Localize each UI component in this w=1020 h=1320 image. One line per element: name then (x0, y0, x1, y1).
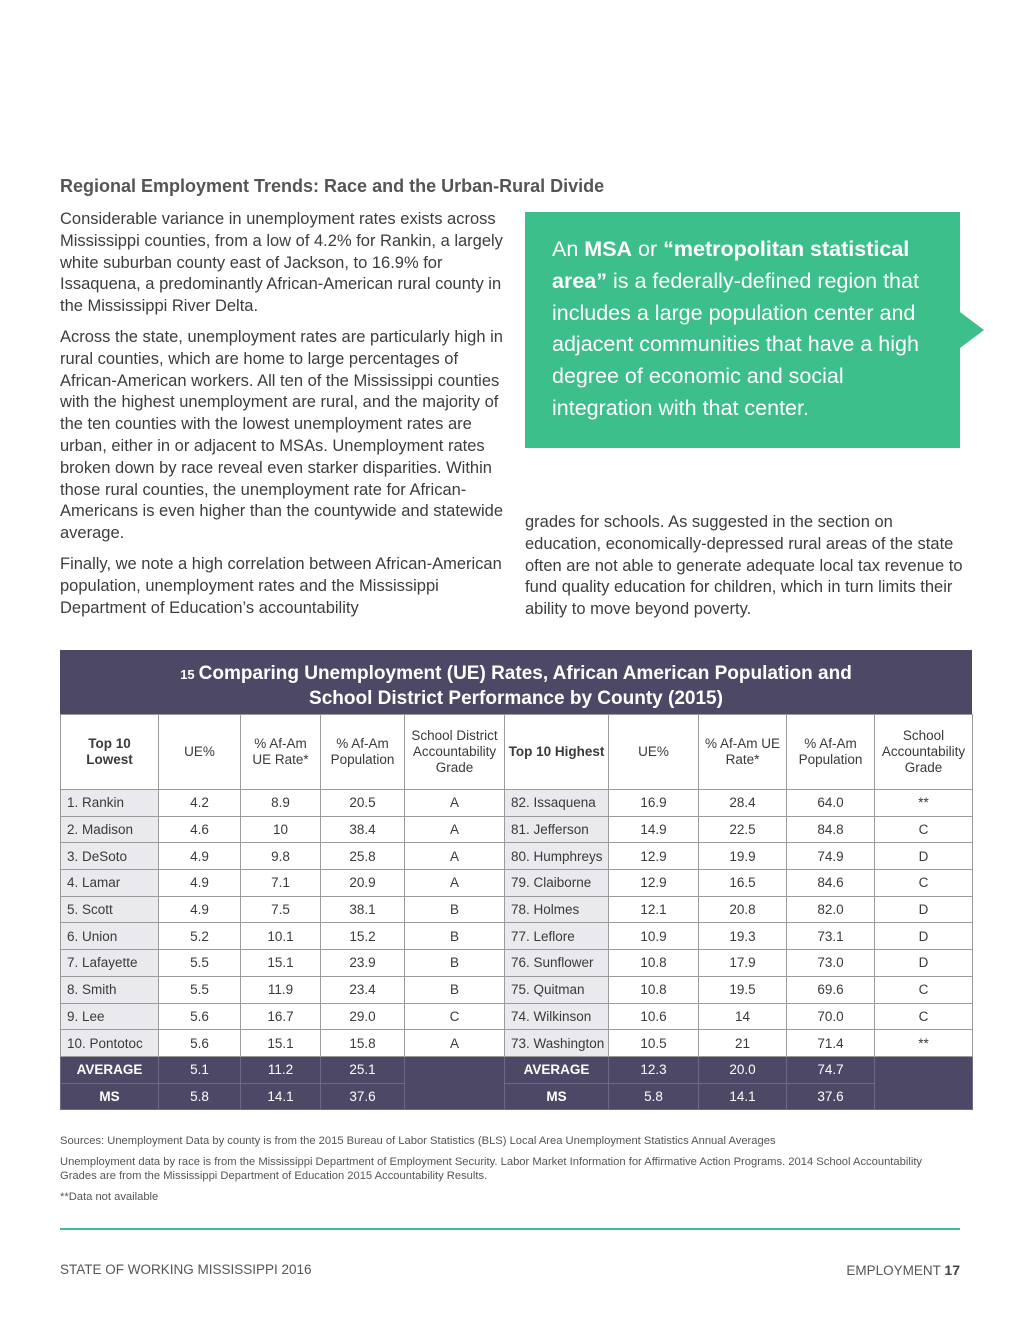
right-column (525, 512, 965, 621)
table-row (61, 950, 973, 977)
school-grade: ** (875, 790, 973, 817)
blank-cell (405, 1056, 505, 1110)
table-row (61, 923, 973, 950)
data-table (60, 714, 973, 1110)
ue-value: 12.9 (609, 870, 699, 897)
col-header-afam-ue: % Af-Am UE Rate* (241, 715, 321, 790)
msa-callout-box (525, 212, 960, 448)
county-name-high: 75. Quitman (505, 976, 609, 1003)
ue-value: 12.3 (609, 1056, 699, 1083)
col-header-lowest: Top 10 Lowest (61, 715, 159, 790)
school-grade: C (875, 1003, 973, 1030)
afam-ue-value: 22.5 (699, 816, 787, 843)
afam-pop-value: 23.4 (321, 976, 405, 1003)
ue-value: 10.6 (609, 1003, 699, 1030)
afam-pop-value: 15.8 (321, 1030, 405, 1057)
afam-pop-value: 70.0 (787, 1003, 875, 1030)
summary-row (61, 1083, 973, 1110)
county-name-low: 4. Lamar (61, 870, 159, 897)
note: Unemployment data by race is from the Mississippi Department of Employment Security. Labor Market Information for Affirmative Action Programs. 2014 School Accountability Grades are from the Mississippi Department of Education 2015 Accountability Results. (60, 1155, 923, 1182)
summary-label: AVERAGE (505, 1056, 609, 1083)
ue-value: 16.9 (609, 790, 699, 817)
school-grade: D (875, 923, 973, 950)
school-grade: C (875, 870, 973, 897)
note: **Data not available (60, 1190, 159, 1203)
county-name-high: 82. Issaquena (505, 790, 609, 817)
table-row (61, 896, 973, 923)
ue-value: 5.8 (609, 1083, 699, 1110)
ue-value: 10.8 (609, 950, 699, 977)
blank-cell (875, 1056, 973, 1110)
col-header-district-grade: School District Accountability Grade (405, 715, 505, 790)
afam-ue-value: 19.3 (699, 923, 787, 950)
county-name-low: 8. Smith (61, 976, 159, 1003)
afam-pop-value: 20.5 (321, 790, 405, 817)
ue-value: 5.8 (159, 1083, 241, 1110)
district-grade: A (405, 816, 505, 843)
afam-ue-value: 11.2 (241, 1056, 321, 1083)
ue-value: 4.6 (159, 816, 241, 843)
afam-pop-value: 23.9 (321, 950, 405, 977)
ue-value: 10.5 (609, 1030, 699, 1057)
afam-ue-value: 21 (699, 1030, 787, 1057)
source-notes (60, 1134, 940, 1210)
table-title-line2: School District Performance by County (2015) (309, 688, 723, 709)
ue-value: 10.8 (609, 976, 699, 1003)
county-name-high: 73. Washington (505, 1030, 609, 1057)
table-row (61, 1030, 973, 1057)
afam-pop-value: 73.0 (787, 950, 875, 977)
afam-pop-value: 25.8 (321, 843, 405, 870)
afam-ue-value: 16.5 (699, 870, 787, 897)
afam-pop-value: 69.6 (787, 976, 875, 1003)
district-grade: A (405, 790, 505, 817)
ue-value: 4.9 (159, 843, 241, 870)
table-row (61, 1003, 973, 1030)
col-header-afam-pop: % Af-Am Population (321, 715, 405, 790)
col-header-school-grade: School Accountability Grade (875, 715, 973, 790)
afam-ue-value: 19.9 (699, 843, 787, 870)
county-name-high: 77. Leflore (505, 923, 609, 950)
callout-text: An MSA or “metropolitan statistical area” is a federally-defined region that includes a large population center and adjacent communities that have a high degree of economic and social integration with that center. (552, 237, 919, 420)
district-grade: A (405, 1030, 505, 1057)
table-row (61, 870, 973, 897)
afam-pop-value: 20.9 (321, 870, 405, 897)
school-grade: C (875, 816, 973, 843)
county-name-high: 81. Jefferson (505, 816, 609, 843)
school-grade: ** (875, 1030, 973, 1057)
afam-pop-value: 38.4 (321, 816, 405, 843)
afam-ue-value: 7.1 (241, 870, 321, 897)
county-name-low: 10. Pontotoc (61, 1030, 159, 1057)
school-grade: D (875, 950, 973, 977)
afam-ue-value: 8.9 (241, 790, 321, 817)
paragraph: Finally, we note a high correlation between African-American population, unemployment rates and the Mississippi Department of Education’s accountability (60, 554, 502, 617)
afam-ue-value: 14.1 (241, 1083, 321, 1110)
district-grade: B (405, 896, 505, 923)
district-grade: C (405, 1003, 505, 1030)
table-row (61, 976, 973, 1003)
left-column (60, 209, 506, 619)
ue-value: 12.9 (609, 843, 699, 870)
ue-value: 12.1 (609, 896, 699, 923)
col-header-ue: UE% (609, 715, 699, 790)
afam-pop-value: 84.8 (787, 816, 875, 843)
callout-pointer-icon (960, 312, 984, 348)
afam-pop-value: 82.0 (787, 896, 875, 923)
table-header-row (61, 715, 973, 790)
paragraph: Considerable variance in unemployment rates exists across Mississippi counties, from a low of 4.2% for Rankin, a largely white suburban county east of Jackson, to 16.9% for Issaquena, a predominantly African-American rural county in the Mississippi River Delta. (60, 210, 503, 316)
ue-value: 4.2 (159, 790, 241, 817)
table-number: 15 (180, 667, 195, 682)
afam-ue-value: 16.7 (241, 1003, 321, 1030)
afam-ue-value: 9.8 (241, 843, 321, 870)
school-grade: C (875, 976, 973, 1003)
school-grade: D (875, 843, 973, 870)
summary-label: MS (505, 1083, 609, 1110)
footer-divider (60, 1228, 960, 1230)
table-body (61, 790, 973, 1110)
footer-section-label: EMPLOYMENT (846, 1263, 941, 1278)
unemployment-table (60, 650, 972, 1110)
ue-value: 5.6 (159, 1003, 241, 1030)
footer-publication-title: STATE OF WORKING MISSISSIPPI 2016 (60, 1262, 312, 1277)
afam-ue-value: 28.4 (699, 790, 787, 817)
afam-pop-value: 84.6 (787, 870, 875, 897)
district-grade: B (405, 976, 505, 1003)
county-name-low: 9. Lee (61, 1003, 159, 1030)
ue-value: 5.1 (159, 1056, 241, 1083)
county-name-high: 79. Claiborne (505, 870, 609, 897)
county-name-low: 3. DeSoto (61, 843, 159, 870)
table-title (60, 650, 972, 714)
county-name-low: 2. Madison (61, 816, 159, 843)
afam-ue-value: 10.1 (241, 923, 321, 950)
summary-label: AVERAGE (61, 1056, 159, 1083)
table-row (61, 816, 973, 843)
afam-ue-value: 15.1 (241, 950, 321, 977)
afam-ue-value: 15.1 (241, 1030, 321, 1057)
afam-ue-value: 19.5 (699, 976, 787, 1003)
county-name-low: 7. Lafayette (61, 950, 159, 977)
afam-pop-value: 73.1 (787, 923, 875, 950)
paragraph: grades for schools. As suggested in the section on education, economically-depressed rural areas of the state often are not able to generate adequate local tax revenue to fund quality education for children, which in turn limits their ability to move beyond poverty. (525, 513, 963, 619)
col-header-afam-pop: % Af-Am Population (787, 715, 875, 790)
afam-pop-value: 71.4 (787, 1030, 875, 1057)
col-header-ue: UE% (159, 715, 241, 790)
note: Sources: Unemployment Data by county is from the 2015 Bureau of Labor Statistics (BLS) Local Area Unemployment Statistics Annual Averages (60, 1135, 776, 1147)
table-row (61, 790, 973, 817)
county-name-low: 5. Scott (61, 896, 159, 923)
afam-ue-value: 14.1 (699, 1083, 787, 1110)
ue-value: 5.5 (159, 950, 241, 977)
afam-ue-value: 17.9 (699, 950, 787, 977)
ue-value: 5.6 (159, 1030, 241, 1057)
afam-ue-value: 10 (241, 816, 321, 843)
afam-ue-value: 20.0 (699, 1056, 787, 1083)
afam-pop-value: 25.1 (321, 1056, 405, 1083)
afam-pop-value: 29.0 (321, 1003, 405, 1030)
county-name-low: 6. Union (61, 923, 159, 950)
district-grade: A (405, 870, 505, 897)
paragraph: Across the state, unemployment rates are particularly high in rural counties, which are home to large percentages of African-American workers. All ten of the Mississippi counties with the highest unemployment are rural, and the majority of the ten counties with the lowest unemployment rates are urban, either in or adjacent to MSAs. Unemployment rates broken down by race reveal even starker disparities. Within those rural counties, the unemployment rate for African-Americans is even higher than the countywide and statewide average. (60, 327, 504, 543)
county-name-high: 78. Holmes (505, 896, 609, 923)
county-name-high: 80. Humphreys (505, 843, 609, 870)
afam-pop-value: 37.6 (787, 1083, 875, 1110)
district-grade: A (405, 843, 505, 870)
afam-ue-value: 11.9 (241, 976, 321, 1003)
ue-value: 10.9 (609, 923, 699, 950)
district-grade: B (405, 950, 505, 977)
page-number: 17 (944, 1262, 960, 1278)
county-name-high: 74. Wilkinson (505, 1003, 609, 1030)
afam-pop-value: 38.1 (321, 896, 405, 923)
county-name-low: 1. Rankin (61, 790, 159, 817)
col-header-highest: Top 10 Highest (505, 715, 609, 790)
school-grade: D (875, 896, 973, 923)
ue-value: 5.5 (159, 976, 241, 1003)
ue-value: 4.9 (159, 870, 241, 897)
table-row (61, 843, 973, 870)
afam-pop-value: 74.9 (787, 843, 875, 870)
summary-row (61, 1056, 973, 1083)
ue-value: 5.2 (159, 923, 241, 950)
afam-ue-value: 20.8 (699, 896, 787, 923)
footer-section (846, 1262, 960, 1278)
summary-label: MS (61, 1083, 159, 1110)
afam-pop-value: 37.6 (321, 1083, 405, 1110)
afam-pop-value: 74.7 (787, 1056, 875, 1083)
table-title-line1: Comparing Unemployment (UE) Rates, African American Population and (198, 663, 852, 684)
col-header-afam-ue: % Af-Am UE Rate* (699, 715, 787, 790)
ue-value: 4.9 (159, 896, 241, 923)
afam-pop-value: 64.0 (787, 790, 875, 817)
section-heading: Regional Employment Trends: Race and the Urban-Rural Divide (60, 176, 605, 196)
afam-ue-value: 7.5 (241, 896, 321, 923)
district-grade: B (405, 923, 505, 950)
county-name-high: 76. Sunflower (505, 950, 609, 977)
afam-ue-value: 14 (699, 1003, 787, 1030)
ue-value: 14.9 (609, 816, 699, 843)
afam-pop-value: 15.2 (321, 923, 405, 950)
